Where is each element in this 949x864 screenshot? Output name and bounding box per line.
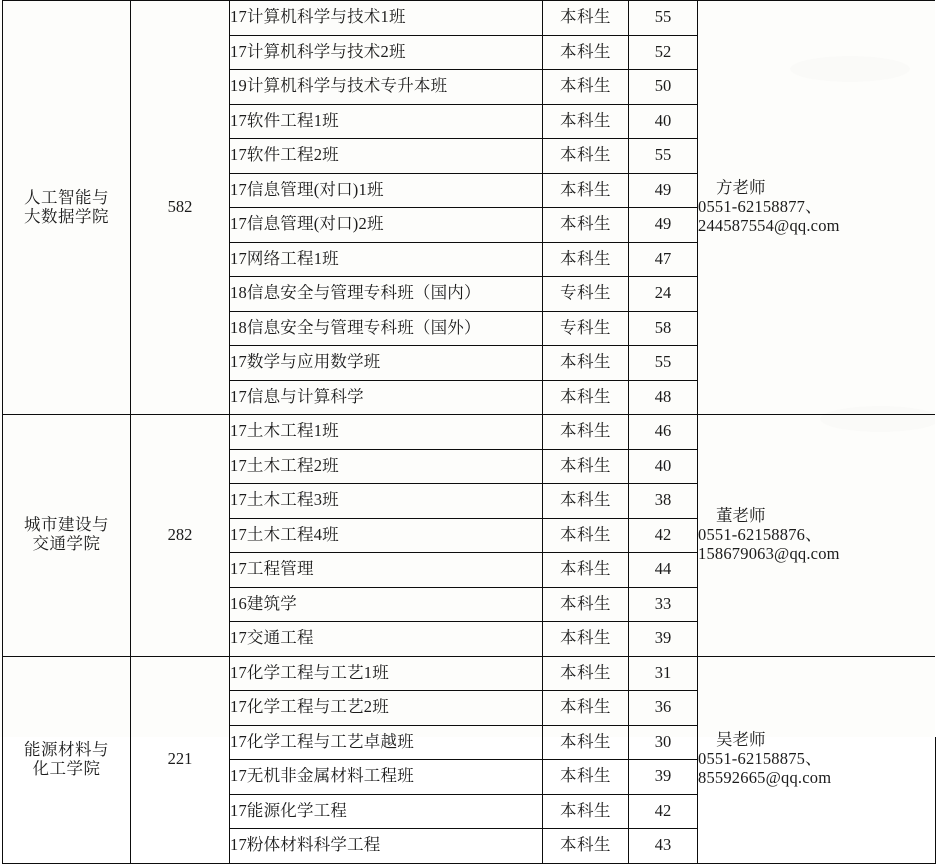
student-level-cell: 本科生 [543, 656, 629, 691]
contact-phone: 0551-62158876、 [698, 524, 822, 544]
college-name-cell [3, 415, 131, 657]
student-count-cell: 36 [629, 691, 698, 726]
class-name-cell: 17化学工程与工艺卓越班 [230, 725, 543, 760]
class-name-cell: 16建筑学 [230, 587, 543, 622]
college-total-cell: 282 [131, 415, 230, 657]
student-level-cell: 本科生 [543, 449, 629, 484]
student-count-cell: 46 [629, 415, 698, 450]
student-count-cell: 52 [629, 35, 698, 70]
class-name-cell: 17化学工程与工艺1班 [230, 656, 543, 691]
contact-name: 董老师 [716, 505, 766, 525]
student-count-cell: 55 [629, 346, 698, 381]
student-level-cell: 本科生 [543, 415, 629, 450]
college-name-line: 化工学院 [32, 758, 101, 778]
class-name-cell: 17土木工程4班 [230, 518, 543, 553]
student-level-cell: 本科生 [543, 139, 629, 174]
student-count-cell: 30 [629, 725, 698, 760]
class-name-cell: 17计算机科学与技术1班 [230, 1, 543, 36]
college-name-cell [3, 1, 131, 415]
class-name-cell: 18信息安全与管理专科班（国外） [230, 311, 543, 346]
student-count-cell: 48 [629, 380, 698, 415]
student-count-cell: 55 [629, 139, 698, 174]
student-level-cell: 本科生 [543, 725, 629, 760]
class-name-cell: 17土木工程1班 [230, 415, 543, 450]
contact-phone: 0551-62158877、 [698, 197, 822, 217]
student-count-cell: 42 [629, 518, 698, 553]
college-name-line: 城市建设与 [24, 515, 109, 535]
class-roster-table [2, 0, 936, 864]
student-count-cell: 55 [629, 1, 698, 36]
class-name-cell: 17无机非金属材料工程班 [230, 760, 543, 795]
student-count-cell: 24 [629, 277, 698, 312]
college-name-line: 能源材料与 [24, 739, 109, 759]
student-level-cell: 专科生 [543, 311, 629, 346]
student-level-cell: 本科生 [543, 1, 629, 36]
class-name-cell: 17交通工程 [230, 622, 543, 657]
student-level-cell: 专科生 [543, 277, 629, 312]
contact-email: 244587554@qq.com [698, 215, 840, 235]
student-count-cell: 33 [629, 587, 698, 622]
contact-cell [698, 1, 936, 415]
class-name-cell: 18信息安全与管理专科班（国内） [230, 277, 543, 312]
class-name-cell: 17粉体材料科学工程 [230, 829, 543, 864]
student-count-cell: 40 [629, 104, 698, 139]
contact-cell [698, 656, 936, 863]
college-name-line: 人工智能与 [24, 187, 109, 207]
class-name-cell: 17信息管理(对口)2班 [230, 208, 543, 243]
contact-email: 85592665@qq.com [698, 767, 832, 787]
table-row [3, 415, 936, 450]
student-level-cell: 本科生 [543, 794, 629, 829]
student-count-cell: 44 [629, 553, 698, 588]
student-level-cell: 本科生 [543, 587, 629, 622]
student-level-cell: 本科生 [543, 173, 629, 208]
student-count-cell: 49 [629, 208, 698, 243]
student-count-cell: 39 [629, 622, 698, 657]
class-name-cell: 17计算机科学与技术2班 [230, 35, 543, 70]
class-name-cell: 17化学工程与工艺2班 [230, 691, 543, 726]
student-count-cell: 31 [629, 656, 698, 691]
student-count-cell: 49 [629, 173, 698, 208]
student-count-cell: 43 [629, 829, 698, 864]
student-level-cell: 本科生 [543, 484, 629, 519]
college-name-cell [3, 656, 131, 863]
student-level-cell: 本科生 [543, 518, 629, 553]
student-level-cell: 本科生 [543, 622, 629, 657]
class-name-cell: 17数学与应用数学班 [230, 346, 543, 381]
student-count-cell: 40 [629, 449, 698, 484]
student-level-cell: 本科生 [543, 346, 629, 381]
student-level-cell: 本科生 [543, 553, 629, 588]
table-row [3, 1, 936, 36]
class-name-cell: 17信息管理(对口)1班 [230, 173, 543, 208]
contact-cell [698, 415, 936, 657]
contact-name: 方老师 [716, 178, 766, 198]
student-level-cell: 本科生 [543, 208, 629, 243]
class-name-cell: 17土木工程3班 [230, 484, 543, 519]
contact-name: 吴老师 [716, 730, 766, 750]
class-name-cell: 17工程管理 [230, 553, 543, 588]
student-level-cell: 本科生 [543, 829, 629, 864]
college-total-cell: 221 [131, 656, 230, 863]
table-row [3, 656, 936, 691]
contact-phone: 0551-62158875、 [698, 749, 822, 769]
student-count-cell: 39 [629, 760, 698, 795]
student-count-cell: 47 [629, 242, 698, 277]
class-name-cell: 17信息与计算科学 [230, 380, 543, 415]
college-total-cell: 582 [131, 1, 230, 415]
class-name-cell: 17软件工程2班 [230, 139, 543, 174]
student-level-cell: 本科生 [543, 691, 629, 726]
student-level-cell: 本科生 [543, 242, 629, 277]
page-right-margin [935, 0, 949, 737]
student-level-cell: 本科生 [543, 104, 629, 139]
class-name-cell: 17软件工程1班 [230, 104, 543, 139]
student-count-cell: 50 [629, 70, 698, 105]
student-count-cell: 38 [629, 484, 698, 519]
class-name-cell: 19计算机科学与技术专升本班 [230, 70, 543, 105]
student-level-cell: 本科生 [543, 35, 629, 70]
college-name-line: 大数据学院 [24, 206, 109, 226]
student-level-cell: 本科生 [543, 760, 629, 795]
class-name-cell: 17能源化学工程 [230, 794, 543, 829]
student-level-cell: 本科生 [543, 380, 629, 415]
student-count-cell: 42 [629, 794, 698, 829]
class-name-cell: 17网络工程1班 [230, 242, 543, 277]
student-count-cell: 58 [629, 311, 698, 346]
student-level-cell: 本科生 [543, 70, 629, 105]
class-name-cell: 17土木工程2班 [230, 449, 543, 484]
contact-email: 158679063@qq.com [698, 543, 840, 563]
college-name-line: 交通学院 [32, 534, 101, 554]
